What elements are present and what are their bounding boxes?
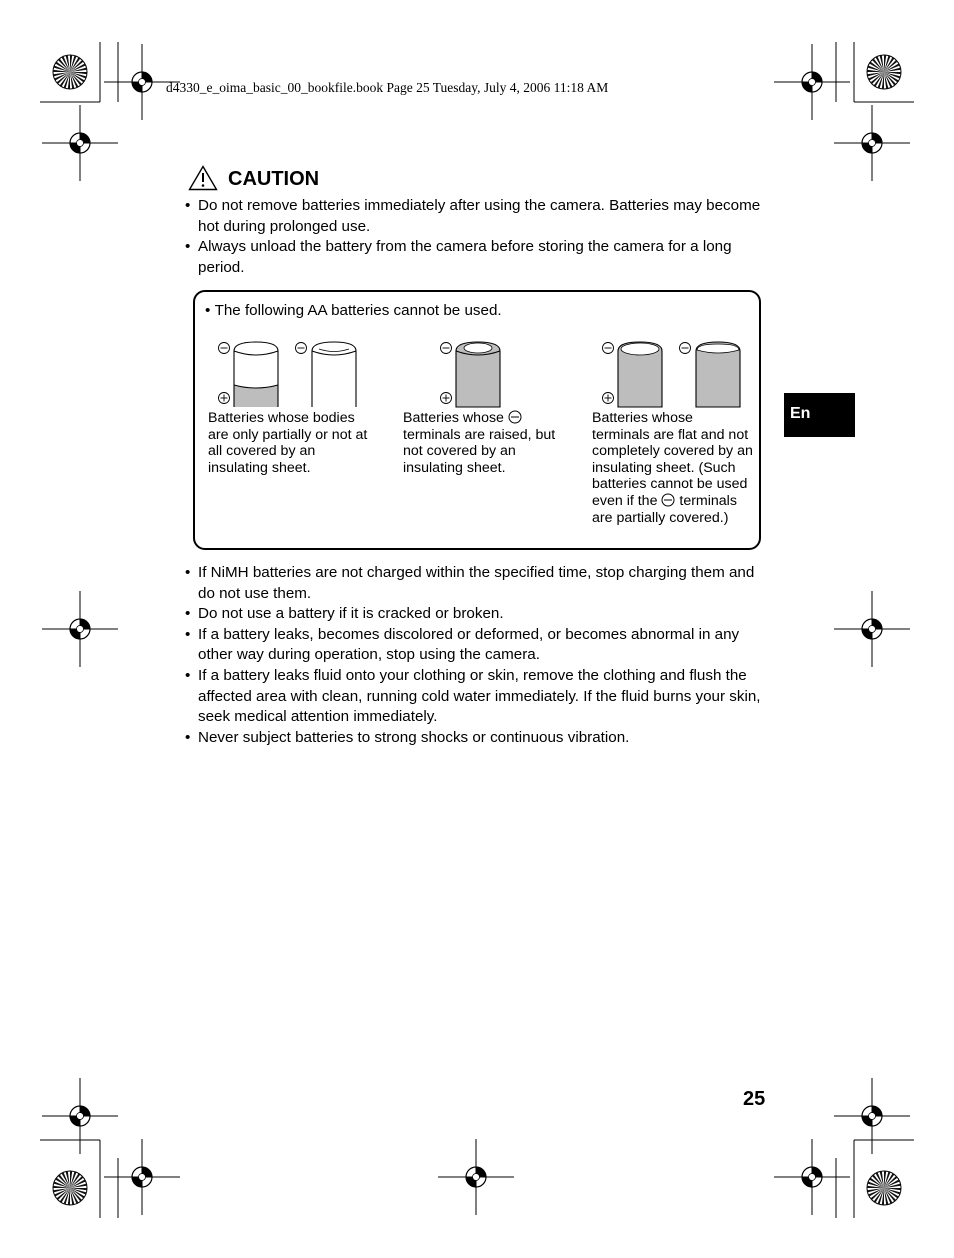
caution-heading: [188, 164, 319, 191]
bullet: •: [185, 666, 191, 684]
battery-box-intro: • The following AA batteries cannot be used.: [205, 302, 502, 319]
warning-triangle-icon: [188, 165, 218, 191]
bullet: •: [185, 564, 191, 581]
list-item: • If a battery leaks fluid onto your clothing or skin, remove the clothing and flush the affected area with clean, running cold water immediately. If the fluid burns your skin, seek medical attention immediately.: [185, 666, 761, 726]
list-item: • Never subject batteries to strong shocks or continuous vibration.: [184, 728, 774, 749]
battery-illustrations: [200, 335, 760, 409]
registration-target-center: [473, 1174, 480, 1181]
registration-target-center: [77, 626, 84, 633]
minus-terminal-icon: [508, 410, 522, 424]
list-item: • Do not remove batteries immediately after using the camera. Batteries may become hot during prolonged use.: [185, 197, 761, 235]
registration-target-center: [869, 1113, 876, 1120]
registration-target-center: [869, 140, 876, 147]
battery-flat-partial-illustration: [680, 342, 741, 407]
list-item: • If a battery leaks, becomes discolored or deformed, or becomes abnormal in any other way during operation, stop using the camera.: [185, 625, 740, 664]
bullet: •: [185, 605, 191, 623]
caption-raised-terminal: Batteries whose terminals are raised, but not covered by an insulating sheet.: [403, 410, 556, 476]
file-info-header: d4330_e_oima_basic_00_bookfile.book Page 25 Tuesday, July 4, 2006 11:18 AM: [166, 80, 609, 95]
caution-bullets-top: [184, 196, 774, 278]
bullet: •: [205, 302, 211, 319]
registration-target-center: [77, 1113, 84, 1120]
battery-flat-terminal-illustration: [603, 342, 663, 407]
registration-target-center: [809, 79, 816, 86]
language-tab-en[interactable]: En: [784, 393, 855, 437]
battery-uncovered-illustration: [296, 342, 357, 407]
minus-terminal-icon: [661, 493, 675, 507]
list-item: • If NiMH batteries are not charged within the specified time, stop charging them and do not use them.: [185, 564, 755, 602]
bullet: •: [185, 625, 191, 643]
registration-target-center: [869, 626, 876, 633]
registration-target-center: [139, 1174, 146, 1181]
bullet: •: [185, 238, 191, 256]
battery-partially-covered-illustration: [219, 342, 279, 407]
caution-bullets-bottom: [184, 563, 774, 748]
list-item: • Always unload the battery from the camera before storing the camera for a long period.: [185, 238, 732, 276]
list-item: • Do not use a battery if it is cracked or broken.: [184, 604, 774, 625]
caution-title: CAUTION: [228, 168, 320, 190]
bullet: •: [185, 728, 191, 746]
registration-target-center: [139, 79, 146, 86]
registration-target-center: [77, 140, 84, 147]
page-number: 25: [743, 1088, 766, 1110]
caption-flat-terminal: Batteries whose terminals are flat and not completely covered by an insulating sheet. (Such batteries cannot be used even if the terminals are partially covered.): [592, 410, 753, 526]
registration-target-center: [809, 1174, 816, 1181]
bullet: •: [185, 197, 191, 214]
battery-raised-terminal-illustration: [441, 342, 501, 407]
caption-partially-covered: Batteries whose bodies are only partially or not at all covered by an insulating sheet.: [208, 410, 368, 476]
